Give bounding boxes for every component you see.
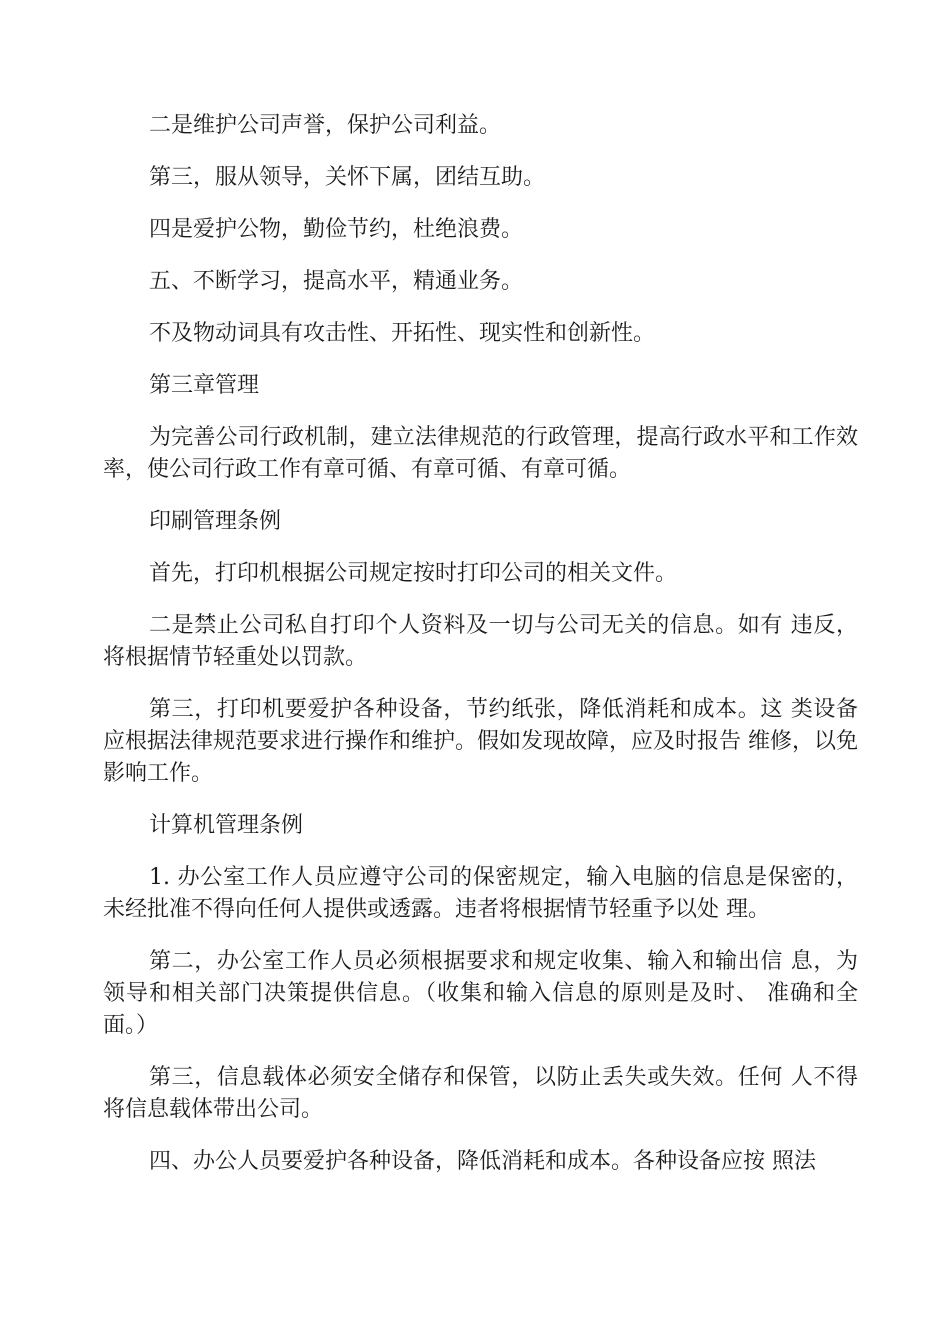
paragraph-1: 二是维护公司声誉，保护公司利益。 [149, 113, 502, 138]
paragraph-7: 为完善公司行政机制，建立法律规范的行政管理，提高行政水平和工作效率，使公司行政工作有章可循、有章可循、有章可循。 [103, 425, 858, 482]
paragraph-14: 第二，办公室工作人员必须根据要求和规定收集、输入和输出信 息，为领导和相关部门决策提供信息。（收集和输入信息的原则是及时、 准确和全面。） [103, 949, 858, 1038]
paragraph-15: 第三，信息载体必须安全储存和保管，以防止丢失或失效。任何 人不得将信息载体带出公司。 [103, 1065, 858, 1122]
paragraph-3: 四是爱护公物，勤俭节约，杜绝浪费。 [149, 217, 524, 242]
paragraph-10: 二是禁止公司私自打印个人资料及一切与公司无关的信息。如有 违反，将根据情节轻重处以罚款。 [103, 613, 858, 670]
document-body [103, 110, 858, 1198]
paragraph-5: 不及物动词具有攻击性、开拓性、现实性和创新性。 [149, 321, 656, 346]
section-heading-chapter-3: 第三章管理 [149, 373, 260, 398]
paragraph-9: 首先，打印机根据公司规定按时打印公司的相关文件。 [149, 561, 678, 586]
paragraph-4: 五、不断学习，提高水平，精通业务。 [149, 269, 524, 294]
paragraph-2: 第三，服从领导，关怀下属，团结互助。 [149, 165, 546, 190]
paragraph-16: 四、办公人员要爱护各种设备，降低消耗和成本。各种设备应按 照法 [149, 1149, 816, 1174]
paragraph-13: 1. 办公室工作人员应遵守公司的保密规定，输入电脑的信息是保密的，未经批准不得向任何人提供或透露。违者将根据情节轻重予以处 理。 [103, 865, 858, 922]
section-heading-printing: 印刷管理条例 [149, 509, 282, 534]
section-heading-computer: 计算机管理条例 [149, 813, 304, 838]
paragraph-11: 第三，打印机要爱护各种设备，节约纸张，降低消耗和成本。这 类设备应根据法律规范要求进行操作和维护。假如发现故障，应及时报告 维修，以免影响工作。 [103, 697, 858, 786]
